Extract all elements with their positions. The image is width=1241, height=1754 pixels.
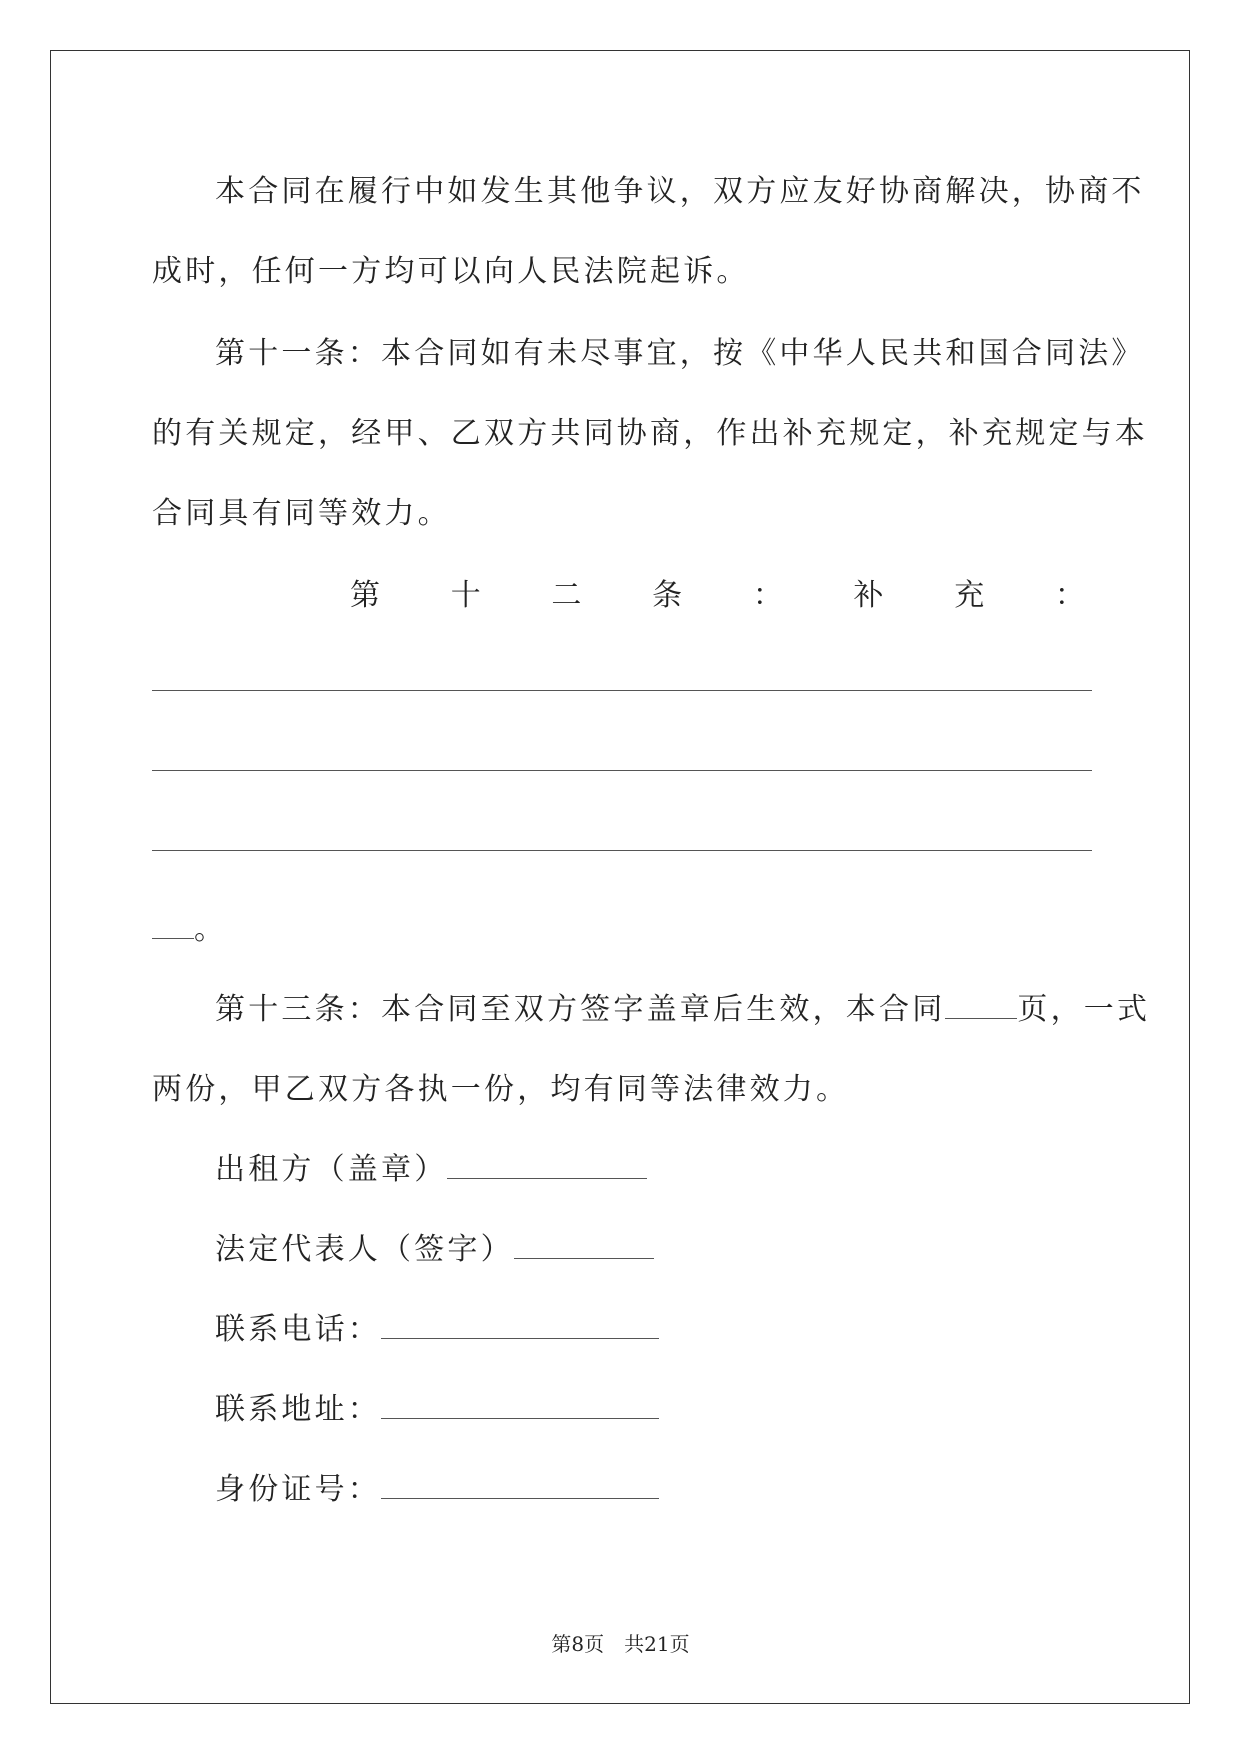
article-12-heading — [350, 556, 1085, 636]
lessor-seal-blank[interactable] — [447, 1158, 647, 1179]
article-12-char: ： — [1054, 578, 1085, 613]
page-count-blank[interactable] — [945, 998, 1017, 1019]
phone-row — [152, 1290, 1092, 1370]
article-11-line2: 的有关规定，经甲、乙双方共同协商，作出补充规定，补充规定与本 — [152, 416, 1148, 451]
paragraph-dispute-line1: 本合同在履行中如发生其他争议，双方应友好协商解决，协商不 — [215, 174, 1145, 209]
paragraph-dispute-line2: 成时，任何一方均可以向人民法院起诉。 — [152, 254, 750, 289]
lessor-seal-row — [152, 1130, 1092, 1210]
article-13-prefix: 第十三条：本合同至双方签字盖章后生效，本合同 — [215, 992, 946, 1027]
article-11-line1: 第十一条：本合同如有未尽事宜，按《中华人民共和国合同法》 — [215, 336, 1145, 371]
phone-label: 联系电话： — [215, 1312, 381, 1347]
phone-blank[interactable] — [381, 1318, 659, 1339]
legal-rep-row — [152, 1210, 1092, 1290]
article-13-line2: 两份，甲乙双方各执一份，均有同等法律效力。 — [152, 1072, 850, 1107]
supplement-blank-line[interactable] — [152, 850, 1092, 851]
page-number-footer: 第8页 共21页 — [551, 1632, 690, 1656]
address-row — [152, 1370, 1092, 1450]
article-12-char: 十 — [450, 578, 481, 613]
article-12-char: 补 — [853, 578, 884, 613]
id-number-label: 身份证号： — [215, 1472, 381, 1507]
legal-rep-label: 法定代表人（签字） — [215, 1232, 514, 1267]
supplement-blank-end — [152, 890, 1092, 970]
article-12-char: 第 — [350, 578, 380, 613]
article-12-char: 条 — [652, 578, 683, 613]
lessor-seal-label: 出租方（盖章） — [215, 1152, 448, 1187]
article-11-line3: 合同具有同等效力。 — [152, 496, 451, 531]
article-13-suffix: 页，一式 — [1017, 992, 1151, 1027]
address-blank[interactable] — [381, 1398, 659, 1419]
id-number-blank[interactable] — [381, 1478, 659, 1499]
article-12-char: 充 — [954, 578, 985, 613]
legal-rep-blank[interactable] — [514, 1238, 654, 1259]
address-label: 联系地址： — [215, 1392, 381, 1427]
supplement-blank-line[interactable] — [152, 690, 1092, 691]
article-13-line1 — [152, 970, 1151, 1050]
article-12-char: ： — [752, 578, 783, 613]
period-mark: 。 — [194, 912, 228, 947]
article-12-char: 二 — [551, 578, 582, 613]
supplement-blank-line[interactable] — [152, 770, 1092, 771]
supplement-blank-short[interactable] — [152, 918, 194, 939]
id-number-row — [152, 1450, 1092, 1530]
